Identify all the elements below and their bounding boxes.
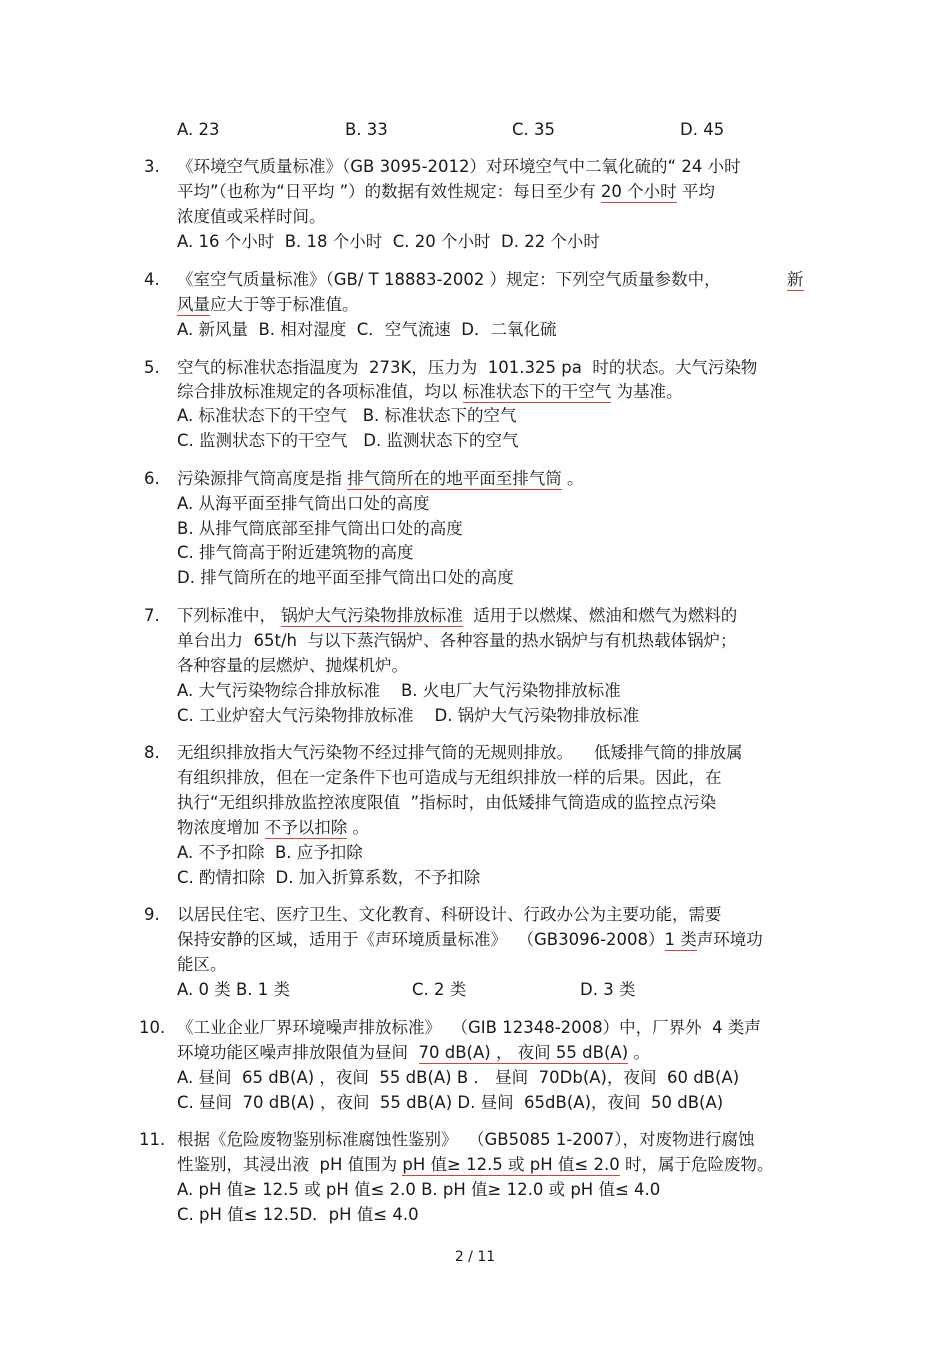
question-number: 5. <box>144 358 160 377</box>
option-list: A. 新风量 B. 相对湿度 C．空气流速 D．二氧化硫 <box>177 320 557 339</box>
question-text: 下列标准中， 锅炉大气污染物排放标准 适用于以燃煤、燃油和燃气为燃料的 <box>177 606 738 625</box>
question-number: 9. <box>144 905 160 924</box>
question-text: 物浓度增加 不予以扣除 。 <box>177 818 369 837</box>
question-number: 11. <box>139 1130 166 1149</box>
question-text: 各种容量的层燃炉、抛煤机炉。 <box>177 656 408 675</box>
option-d: D. 3 类 <box>580 980 636 999</box>
option-b: B. 33 <box>345 120 388 139</box>
question-text: 综合排放标准规定的各项标准值，均以 标准状态下的干空气 为基准。 <box>177 382 683 401</box>
question-number: 10. <box>139 1018 166 1037</box>
answer-underline: 标准状态下的干空气 <box>462 382 612 401</box>
option-line: A. 标准状态下的干空气 B. 标准状态下的空气 <box>177 406 517 425</box>
option-line: C. pH 值≤ 12.5D．pH 值≤ 4.0 <box>177 1205 419 1224</box>
option-line: A. 从海平面至排气筒出口处的高度 <box>177 494 430 513</box>
answer-underline: 70 dB(A) ， 夜间 55 dB(A) <box>418 1043 629 1062</box>
question-text: 根据《危险废物鉴别标准腐蚀性鉴别》 （GB5085 1-2007），对废物进行腐蚀 <box>177 1130 755 1149</box>
question-text: 能区。 <box>177 955 227 974</box>
option-line: C. 监测状态下的干空气 D. 监测状态下的空气 <box>177 431 519 450</box>
question-text: 执行“无组织排放监控浓度限值 ”指标时，由低矮排气筒造成的监控点污染 <box>177 793 717 812</box>
question-text: 无组织排放指大气污染物不经过排气筒的无规则排放。 低矮排气筒的排放属 <box>177 743 743 762</box>
option-line: A. 不予扣除 B. 应予扣除 <box>177 843 363 862</box>
question-number: 7. <box>144 606 160 625</box>
option-line: A. pH 值≥ 12.5 或 pH 值≤ 2.0 B. pH 值≥ 12.0 或 pH 值≤ 4.0 <box>177 1180 661 1199</box>
option-a-b: A. 0 类 B. 1 类 <box>177 980 291 999</box>
answer-underline: 新 <box>787 270 804 289</box>
question-number: 4. <box>144 270 160 289</box>
answer-underline: 20 个小时 <box>600 182 677 201</box>
option-c: C. 2 类 <box>412 980 467 999</box>
answer-underline: 排气筒所在的地平面至排气筒 <box>347 469 562 488</box>
option-line: C. 排气筒高于附近建筑物的高度 <box>177 543 414 562</box>
question-text: 《环境空气质量标准》（GB 3095-2012）对环境空气中二氧化硫的“ 24 小时 <box>177 157 741 176</box>
question-text: 浓度值或采样时间。 <box>177 207 326 226</box>
question-text: 风量应大于等于标准值。 <box>177 295 359 314</box>
option-line: A. 昼间 65 dB(A) ，夜间 55 dB(A) B ． 昼间 70Db(A)，夜间 60 dB(A) <box>177 1068 740 1087</box>
answer-underline: 风量 <box>177 295 210 314</box>
option-line: B. 从排气筒底部至排气筒出口处的高度 <box>177 519 463 538</box>
question-number: 3. <box>144 157 160 176</box>
question-text: 污染源排气筒高度是指 排气筒所在的地平面至排气筒 。 <box>177 469 584 488</box>
question-text: 保持安静的区域，适用于《声环境质量标准》 （GB3096-2008）1 类声环境功 <box>177 930 763 949</box>
option-line: C. 酌情扣除 D. 加入折算系数，不予扣除 <box>177 868 481 887</box>
question-text: 以居民住宅、医疗卫生、文化教育、科研设计、行政办公为主要功能，需要 <box>177 905 722 924</box>
page-number: 2 / 11 <box>454 1249 496 1265</box>
answer-underline: 锅炉大气污染物排放标准 <box>281 606 463 625</box>
question-text: 有组织排放，但在一定条件下也可造成与无组织排放一样的后果。因此，在 <box>177 768 722 787</box>
answer-underline: 不予以扣除 <box>264 818 348 837</box>
question-text: 单台出力 65t/h 与以下蒸汽锅炉、各种容量的热水锅炉与有机热载体锅炉； <box>177 631 737 650</box>
option-list: A. 16 个小时 B. 18 个小时 C. 20 个小时 D. 22 个小时 <box>177 232 600 251</box>
question-text: 《室空气质量标准》（GB/ T 18883-2002 ）规定：下列空气质量参数中， <box>177 270 721 289</box>
answer-underline: pH 值≥ 12.5 或 pH 值≤ 2.0 <box>402 1155 620 1174</box>
answer-underline: 1 类 <box>664 930 697 949</box>
option-c: C. 35 <box>512 120 556 139</box>
question-number: 8. <box>144 743 160 762</box>
option-a: A. 23 <box>177 120 220 139</box>
option-line: C. 昼间 70 dB(A) ，夜间 55 dB(A) D. 昼间 65dB(A)，夜间 50 dB(A) <box>177 1093 724 1112</box>
option-line: D. 排气筒所在的地平面至排气筒出口处的高度 <box>177 568 514 587</box>
option-line: C. 工业炉窑大气污染物排放标准 D. 锅炉大气污染物排放标准 <box>177 706 640 725</box>
option-d: D. 45 <box>680 120 725 139</box>
option-line: A. 大气污染物综合排放标准 B. 火电厂大气污染物排放标准 <box>177 681 621 700</box>
question-text: 性鉴别，其浸出液 pH 值围为 pH 值≥ 12.5 或 pH 值≤ 2.0 时，属于危险废物。 <box>177 1155 774 1174</box>
question-text: 空气的标准状态指温度为 273K，压力为 101.325 pa 时的状态。大气污染物 <box>177 358 758 377</box>
question-number: 6. <box>144 469 160 488</box>
question-text: 平均”（也称为“日平均 ”）的数据有效性规定：每日至少有 20 个小时 平均 <box>177 182 715 201</box>
question-text: 环境功能区噪声排放限值为昼间 70 dB(A) ， 夜间 55 dB(A) 。 <box>177 1043 650 1062</box>
question-text: 《工业企业厂界环境噪声排放标准》 （GIB 12348-2008）中，厂界外 4 类声 <box>177 1018 761 1037</box>
